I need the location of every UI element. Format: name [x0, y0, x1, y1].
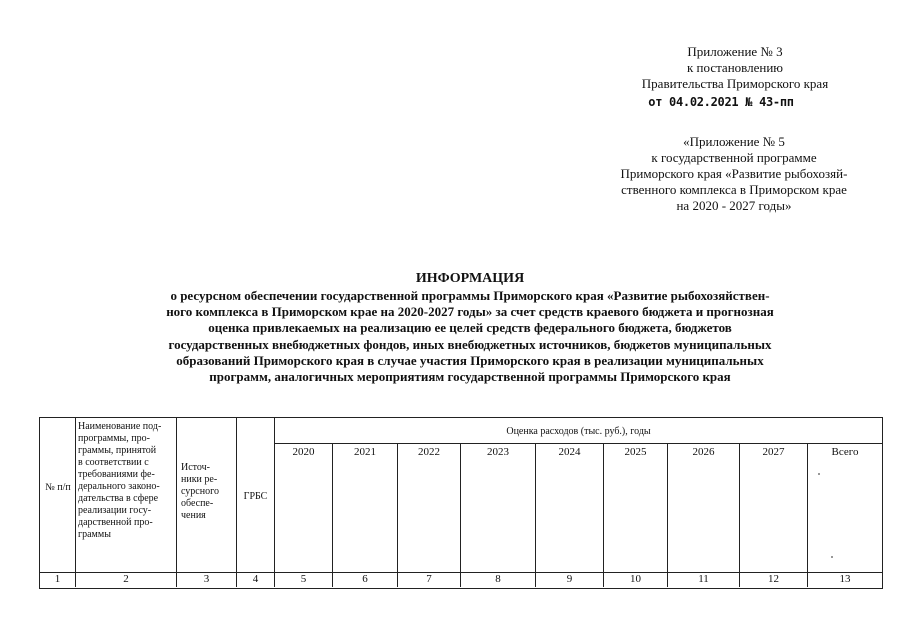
column-number: 5 [300, 573, 307, 585]
header-year-label: 2020 [292, 446, 315, 458]
column-number: 13 [839, 573, 851, 585]
header-year-2020 [275, 444, 333, 573]
header-col-name-line: реализации госу- [78, 505, 152, 516]
column-number: 4 [252, 573, 259, 585]
header-expense-group-label: Оценка расходов (тыс. руб.), годы [506, 426, 651, 437]
column-number-cell [668, 573, 740, 587]
header-col-name-line: требованиями фе- [78, 469, 155, 480]
column-number-cell [40, 573, 76, 587]
header-col-name [76, 418, 177, 573]
column-number-cell [333, 573, 398, 587]
column-number-cell [740, 573, 808, 587]
header-col-source-line: Источ- [181, 462, 210, 473]
header-year-label: 2021 [354, 446, 376, 458]
appendix-3-line: Правительства Приморского края [641, 76, 829, 91]
subtitle-line: о ресурсном обеспечении государственной программы Приморского края «Развитие рыбохозяйствен- [170, 288, 770, 303]
header-col-source-line: чения [181, 510, 206, 521]
appendix-5-line: Приморского края «Развитие рыбохозяй- [620, 166, 848, 181]
header-year-label: 2027 [762, 446, 785, 458]
header-col-num-label: № п/п [45, 482, 71, 493]
header-expense-group [275, 418, 882, 444]
column-number: 2 [123, 573, 129, 585]
column-number: 8 [495, 573, 501, 585]
appendix-3-block [600, 44, 870, 110]
document-title [110, 270, 830, 385]
header-col-source [177, 418, 237, 573]
column-number-cell [604, 573, 668, 587]
appendix-5-block [596, 134, 872, 214]
column-number-cell [398, 573, 461, 587]
subtitle-line: государственных внебюджетных фондов, иных внебюджетных источников, бюджетов муниципальных [168, 336, 772, 352]
column-number: 6 [362, 573, 368, 585]
column-number-cell [237, 573, 275, 587]
subtitle-line: оценка привлекаемых на реализацию ее целей средств федерального бюджета, бюджетов [208, 320, 732, 336]
header-year-2023 [461, 444, 536, 573]
header-col-source-line: ники ре- [181, 474, 218, 485]
header-year-label: 2025 [624, 446, 647, 458]
column-number: 12 [768, 573, 779, 585]
column-number-cell [76, 573, 177, 587]
column-number: 7 [426, 573, 432, 585]
appendix-5-line: «Приложение № 5 [683, 134, 785, 149]
header-col-grbs-label: ГРБС [243, 491, 268, 502]
header-col-name-line: в соответствии с [78, 457, 149, 468]
appendix-5-line: ственного комплекса в Приморском крае [621, 182, 847, 197]
header-col-name-line: программы, про- [78, 433, 150, 444]
header-total-label: Всего [831, 446, 859, 458]
subtitle-line: образований Приморского края в случае участия Приморского края в реализации муниципальных [176, 352, 764, 368]
appendix-5-line: к государственной программе [651, 150, 817, 165]
appendix-3-line: к постановлению [686, 60, 784, 75]
header-col-grbs [237, 418, 275, 573]
column-number: 9 [566, 573, 573, 585]
column-number: 10 [630, 573, 641, 585]
header-year-2025 [604, 444, 668, 573]
header-year-2027 [740, 444, 808, 573]
appendix-5-line: на 2020 - 2027 годы» [676, 198, 792, 213]
header-total [808, 444, 882, 573]
column-number: 3 [203, 573, 210, 585]
header-year-label: 2023 [487, 446, 509, 458]
header-year-label: 2026 [692, 446, 715, 458]
header-year-2022 [398, 444, 461, 573]
scan-speck [818, 473, 820, 475]
column-number-cell [275, 573, 333, 587]
header-col-num [40, 418, 76, 573]
column-number: 11 [698, 573, 709, 585]
document-subtitle [110, 288, 830, 385]
header-col-name-line: Наименование под- [78, 421, 162, 432]
header-col-source-line: обеспе- [181, 498, 214, 509]
column-number-cell [536, 573, 604, 587]
column-number-cell [808, 573, 882, 587]
document-heading: ИНФОРМАЦИЯ [415, 271, 525, 286]
appendix-3-line: Приложение № 3 [687, 44, 783, 59]
header-year-2026 [668, 444, 740, 573]
resolution-date-stamp: от 04.02.2021 № 43-пп [648, 95, 794, 109]
header-year-label: 2024 [558, 446, 581, 458]
header-year-2021 [333, 444, 398, 573]
subtitle-line: ного комплекса в Приморском крае на 2020-2027 годы» за счет средств краевого бюджета и прогнозная [166, 304, 774, 320]
scan-speck [831, 556, 833, 558]
header-col-source-line: сурсного [181, 486, 219, 497]
resource-table [39, 417, 883, 589]
header-year-2024 [536, 444, 604, 573]
header-year-label: 2022 [418, 446, 440, 458]
header-col-name-line: граммы, принятой [78, 445, 157, 456]
header-col-name-line: дательства в сфере [78, 493, 159, 504]
header-col-name-line: граммы [78, 529, 111, 540]
header-col-name-line: дерального законо- [78, 481, 160, 492]
header-col-name-line: дарственной про- [78, 517, 153, 528]
subtitle-line: программ, аналогичных мероприятиям государственной программы Приморского края [209, 369, 731, 385]
column-number: 1 [54, 573, 61, 585]
column-number-cell [177, 573, 237, 587]
column-number-cell [461, 573, 536, 587]
